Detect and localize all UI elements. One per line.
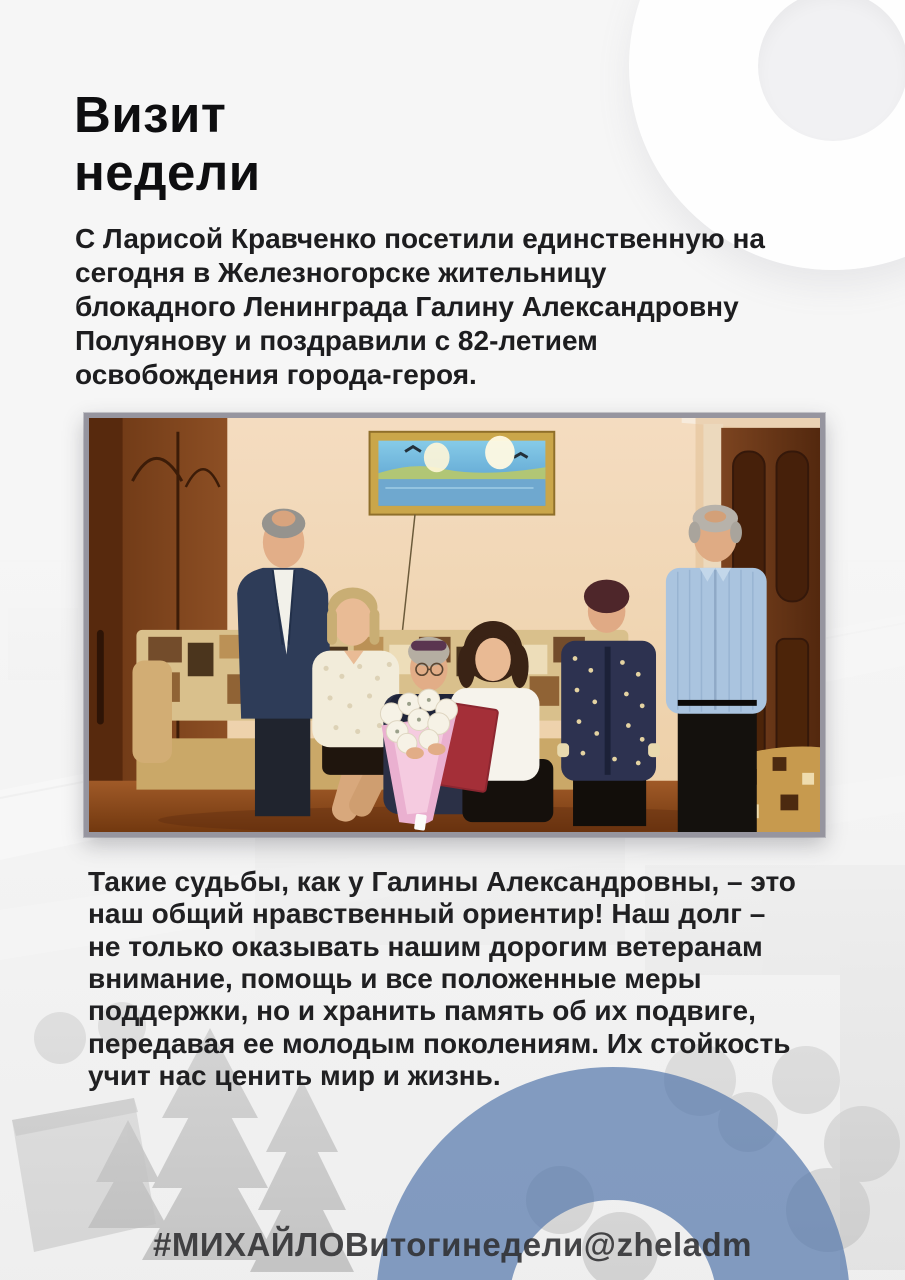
visit-photo bbox=[84, 413, 825, 837]
hashtag-footer: #МИХАЙЛОВитогинедели@zheladm bbox=[152, 1226, 753, 1263]
quote-paragraph: Такие судьбы, как у Галины Александровны, – это наш общий нравственный ориентир! Наш долг – не только оказывать нашим дорогим ветеранам внимание, помощь и все положенные меры поддержки, но и хранить память об их подвиге, передавая ее молодым поколениям. Их стойкость учит нас ценить мир и жизнь. bbox=[88, 866, 796, 1091]
visit-photo-graphic bbox=[89, 418, 820, 832]
page-title: Визит недели bbox=[74, 86, 261, 201]
intro-paragraph: С Ларисой Кравченко посетили единственную на сегодня в Железногорске жительницу блокадного Ленинграда Галину Александровну Полуянову и поздравили с 82-летием освобождения города-героя. bbox=[75, 223, 765, 391]
